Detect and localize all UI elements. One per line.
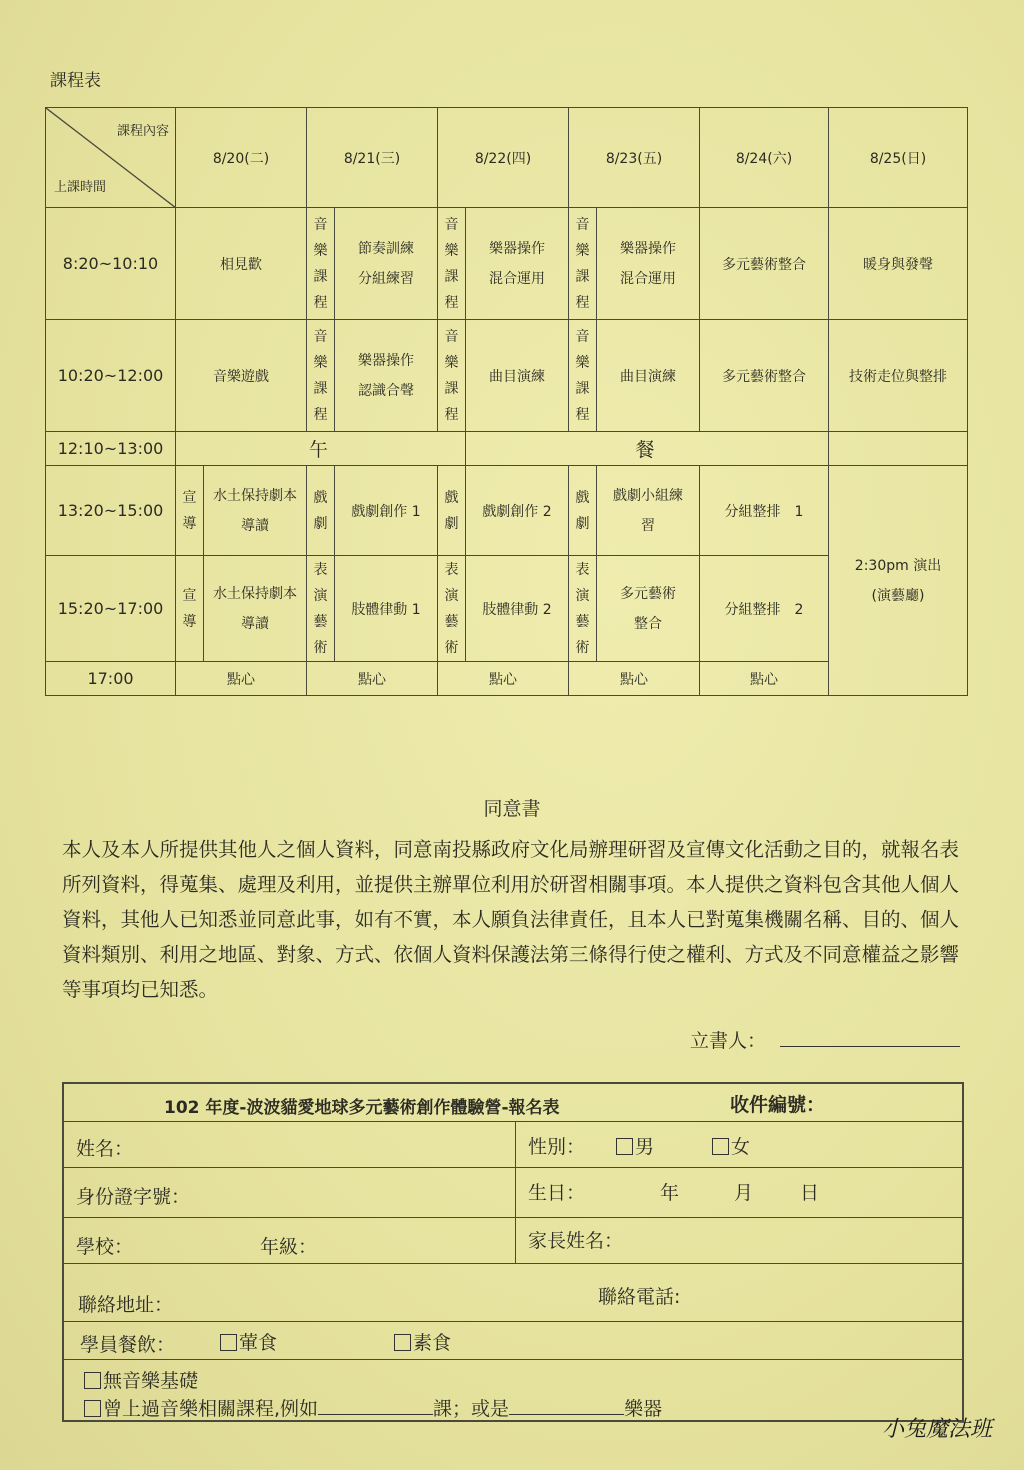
- course-cell: 音樂遊戲: [176, 320, 307, 432]
- time-cell: 15:20~17:00: [46, 556, 176, 662]
- lunch-cell-b: 餐: [466, 432, 829, 466]
- corner-top-label: 課程內容: [116, 124, 169, 139]
- form-title-row: [64, 1084, 962, 1122]
- no-music-option[interactable]: 無音樂基礎: [84, 1366, 198, 1393]
- course-cell: 肢體律動 1: [335, 556, 438, 662]
- course-tag: 音樂課程: [307, 320, 335, 432]
- veg-option[interactable]: 素食: [394, 1328, 451, 1355]
- day-header: 8/24(六): [700, 108, 829, 208]
- time-cell: 17:00: [46, 662, 176, 696]
- snack-cell: 點心: [438, 662, 569, 696]
- day-header: 8/21(三): [307, 108, 438, 208]
- course-cell: 節奏訓練 分組練習: [335, 208, 438, 320]
- course-cell: 分組整排 2: [700, 556, 829, 662]
- schedule-row: [46, 466, 968, 556]
- had-music-option[interactable]: 曾上過音樂相關課程,例如 課；或是 樂器: [84, 1394, 662, 1421]
- course-tag: 音樂課程: [438, 208, 466, 320]
- course-cell: 相見歡: [176, 208, 307, 320]
- gender-label: 性別：: [528, 1136, 586, 1158]
- course-tag: 音樂課程: [307, 208, 335, 320]
- course-cell: 技術走位與整排: [829, 320, 968, 432]
- year-label: 年: [660, 1182, 680, 1204]
- course-tag: 表演藝術: [307, 556, 335, 662]
- signer-line[interactable]: [780, 1046, 960, 1047]
- schedule-row: [46, 208, 968, 320]
- instrument-blank[interactable]: [509, 1400, 624, 1415]
- course-tag: 戲劇: [438, 466, 466, 556]
- birthday-label: 生日：: [528, 1182, 586, 1204]
- id-label: 身份證字號：: [76, 1186, 191, 1208]
- phone-label: 聯絡電話:: [598, 1286, 681, 1308]
- parent-label: 家長姓名：: [528, 1230, 624, 1252]
- snack-cell: 點心: [176, 662, 307, 696]
- meat-checkbox[interactable]: [220, 1334, 237, 1351]
- lunch-row: [46, 432, 968, 466]
- corner-bottom-label: 上課時間: [54, 180, 107, 195]
- course-tag: 音樂課程: [438, 320, 466, 432]
- course-tag: 宣導: [176, 466, 204, 556]
- no-music-checkbox[interactable]: [84, 1372, 101, 1389]
- course-cell: 曲目演練: [597, 320, 700, 432]
- male-checkbox[interactable]: [616, 1138, 633, 1155]
- watermark: 小兔魔法班: [881, 1417, 992, 1442]
- performance-time: 2:30pm 演出: [854, 557, 942, 574]
- consent-body: 本人及本人所提供其他人之個人資料，同意南投縣政府文化局辦理研習及宣傳文化活動之目的，就報名表所列資料，得蒐集、處理及利用，並提供主辦單位利用於研習相關事項。本人提供之資料包含其他人個人資料，其他人已知悉並同意此事，如有不實，本人願負法律責任，且本人已對蒐集機關名稱、目的、個人資料類別、利用之地區、對象、方式、依個人資料保護法第三條得行使之權利、方式及不同意權益之影響等事項均已知悉。: [62, 838, 960, 1001]
- form-row: [64, 1322, 962, 1360]
- female-checkbox[interactable]: [712, 1138, 729, 1155]
- course-cell: 樂器操作 認識合聲: [335, 320, 438, 432]
- schedule-table: [45, 107, 968, 696]
- signer-label: 立書人：: [690, 1030, 767, 1052]
- music-background-section: [64, 1360, 962, 1424]
- school-field[interactable]: [64, 1218, 516, 1263]
- school-label: 學校：: [76, 1236, 134, 1258]
- id-field[interactable]: [64, 1168, 516, 1217]
- course-tag: 表演藝術: [569, 556, 597, 662]
- day-header: 8/23(五): [569, 108, 700, 208]
- lunch-cell-a: 午: [176, 432, 466, 466]
- course-cell: 多元藝術 整合: [597, 556, 700, 662]
- course-cell: 戲劇小組練 習: [597, 466, 700, 556]
- consent-title: 同意書: [483, 798, 541, 820]
- time-cell: 13:20~15:00: [46, 466, 176, 556]
- header-row: [46, 108, 968, 208]
- course-cell: 分組整排 1: [700, 466, 829, 556]
- course-cell: 曲目演練: [466, 320, 569, 432]
- day-label: 日: [800, 1182, 820, 1204]
- course-cell: 樂器操作 混合運用: [466, 208, 569, 320]
- grade-label: 年級：: [260, 1236, 318, 1258]
- schedule-row: [46, 320, 968, 432]
- form-row: [64, 1168, 962, 1218]
- form-row: [64, 1122, 962, 1168]
- had-music-checkbox[interactable]: [84, 1400, 101, 1417]
- meal-field: [64, 1322, 964, 1359]
- performance-cell: [829, 466, 968, 696]
- course-cell: 多元藝術整合: [700, 208, 829, 320]
- meat-option[interactable]: 葷食: [220, 1328, 277, 1355]
- course-cell: 水土保持劇本 導讀: [204, 466, 307, 556]
- course-tag: 表演藝術: [438, 556, 466, 662]
- course-tag: 宣導: [176, 556, 204, 662]
- address-label: 聯絡地址：: [78, 1294, 174, 1316]
- course-cell: 肢體律動 2: [466, 556, 569, 662]
- female-option[interactable]: 女: [712, 1132, 750, 1159]
- empty-cell: [829, 432, 968, 466]
- receipt-number-label: 收件編號：: [730, 1094, 826, 1116]
- performance-venue: (演藝廳): [871, 587, 925, 604]
- veg-checkbox[interactable]: [394, 1334, 411, 1351]
- time-cell: 8:20~10:10: [46, 208, 176, 320]
- parent-field[interactable]: [516, 1218, 964, 1263]
- snack-cell: 點心: [307, 662, 438, 696]
- name-field[interactable]: [64, 1122, 516, 1167]
- course-cell: 樂器操作 混合運用: [597, 208, 700, 320]
- registration-form: [62, 1082, 964, 1422]
- course-cell: 多元藝術整合: [700, 320, 829, 432]
- meal-label: 學員餐飲：: [80, 1334, 176, 1356]
- day-header: 8/22(四): [438, 108, 569, 208]
- form-row: [64, 1218, 962, 1264]
- time-cell: 10:20~12:00: [46, 320, 176, 432]
- snack-cell: 點心: [700, 662, 829, 696]
- name-label: 姓名：: [76, 1138, 134, 1160]
- schedule-title: 課程表: [50, 71, 101, 91]
- course-blank[interactable]: [318, 1400, 433, 1415]
- phone-field[interactable]: [564, 1264, 964, 1321]
- course-cell: 水土保持劇本 導讀: [204, 556, 307, 662]
- corner-cell: [46, 108, 176, 208]
- course-tag: 音樂課程: [569, 320, 597, 432]
- month-label: 月: [734, 1182, 754, 1204]
- course-cell: 暖身與發聲: [829, 208, 968, 320]
- course-tag: 音樂課程: [569, 208, 597, 320]
- day-header: 8/25(日): [829, 108, 968, 208]
- address-field[interactable]: [64, 1264, 564, 1321]
- course-cell: 戲劇創作 2: [466, 466, 569, 556]
- form-row: [64, 1264, 962, 1322]
- male-option[interactable]: 男: [616, 1132, 654, 1159]
- birthday-field[interactable]: [516, 1168, 964, 1217]
- snack-cell: 點心: [569, 662, 700, 696]
- course-cell: 戲劇創作 1: [335, 466, 438, 556]
- course-tag: 戲劇: [569, 466, 597, 556]
- form-title: 102 年度-波波貓愛地球多元藝術創作體驗營-報名表: [164, 1098, 560, 1118]
- day-header: 8/20(二): [176, 108, 307, 208]
- gender-field: [516, 1122, 964, 1167]
- course-tag: 戲劇: [307, 466, 335, 556]
- time-cell: 12:10~13:00: [46, 432, 176, 466]
